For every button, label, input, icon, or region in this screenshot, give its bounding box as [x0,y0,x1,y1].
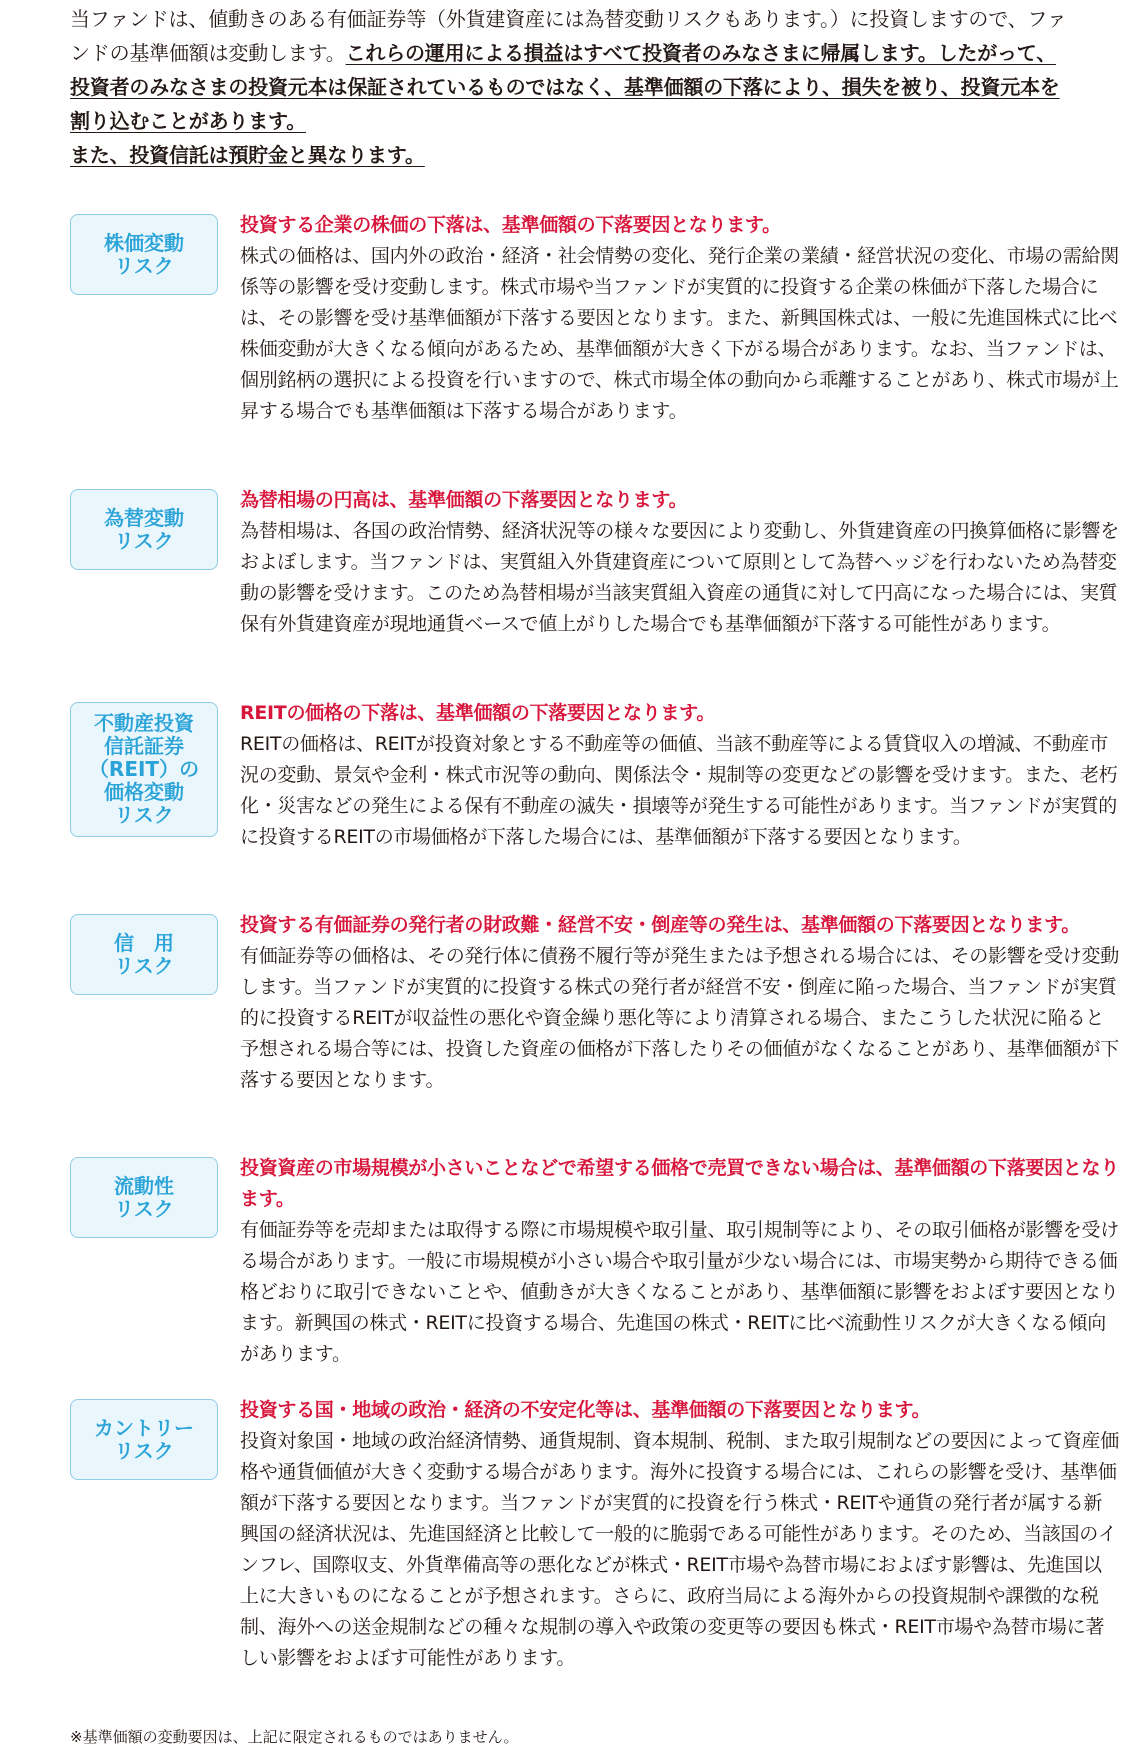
risk-body: 有価証券等を売却または取得する際に市場規模や取引量、取引規制等により、その取引価格が影響を受ける場合があります。一般に市場規模が小さい場合や取引量が少ない場合には、市場実勢から期待できる価格どおりに取引できないことや、値動きが大きくなることがあり、基準価額に影響をおよぼす要因となります。新興国の株式・REITに投資する場合、先進国の株式・REITに比べ流動性リスクが大きくなる傾向があります。 [240,1219,1119,1365]
intro-emphasis-text: これらの運用による損益はすべて投資者のみなさまに帰属します。したがって、投資者のみなさまの投資元本は保証されているものではなく、基準価額の下落により、損失を被り、投資元本を割り込むことがあります。 [70,41,1060,133]
risk-body: 有価証券等の価格は、その発行体に債務不履行等が発生または予想される場合には、その影響を受け変動します。当ファンドが実質的に投資する株式の発行者が経営不安・倒産に陥った場合、当ファンドが実質的に投資するREITが収益性の悪化や資金繰り悪化等により清算される場合、またこうした状況に陥ると予想される場合等には、投資した資産の価格が下落したりその価値がなくなることがあり、基準価額が下落する要因となります。 [240,945,1119,1091]
risk-content [240,910,1120,1096]
risk-body: 為替相場は、各国の政治情勢、経済状況等の様々な要因により変動し、外貨建資産の円換算価格に影響をおよぼします。当ファンドは、実質組入外貨建資産について原則として為替ヘッジを行わないため為替変動の影響を受けます。このため為替相場が当該実質組入資産の通貨に対して円高になった場合には、実質保有外貨建資産が現地通貨ベースで値上がりした場合でも基準価額が下落する可能性があります。 [240,520,1119,635]
risk-body: 投資対象国・地域の政治経済情勢、通貨規制、資本規制、税制、また取引規制などの要因によって資産価格や通貨価値が大きく変動する場合があります。海外に投資する場合には、これらの影響を受け、基準価額が下落する要因となります。当ファンドが実質的に投資を行う株式・REITや通貨の発行者が属する新興国の経済状況は、先進国経済と比較して一般的に脆弱である可能性があります。そのため、当該国のインフレ、国際収支、外貨準備高等の悪化などが株式・REIT市場や為替市場におよぼす影響は、先進国以上に大きいものになることが予想されます。さらに、政府当局による海外からの投資規制や課徴的な税制、海外への送金規制などの種々な規制の導入や政策の変更等の要因も株式・REIT市場や為替市場に著しい影響をおよぼす可能性があります。 [240,1430,1119,1669]
risk-content [240,485,1120,640]
risk-headline: REITの価格の下落は、基準価額の下落要因となります。 [240,702,716,724]
risk-label-badge: 不動産投資 信託証券 （REIT）の 価格変動 リスク [70,702,218,837]
risk-content [240,1395,1120,1674]
risk-body: REITの価格は、REITが投資対象とする不動産等の価値、当該不動産等による賃貸収入の増減、不動産市況の変動、景気や金利・株式市況等の動向、関係法令・規制等の変更などの影響を受けます。また、老朽化・災害などの発生による保有不動産の滅失・損壊等が発生する可能性があります。当ファンドが実質的に投資するREITの市場価格が下落した場合には、基準価額が下落する要因となります。 [240,733,1118,848]
risk-headline: 為替相場の円高は、基準価額の下落要因となります。 [240,489,688,511]
risk-headline: 投資する企業の株価の下落は、基準価額の下落要因となります。 [240,214,781,236]
risk-label-badge: 為替変動 リスク [70,489,218,570]
risk-label-badge: 株価変動 リスク [70,214,218,295]
intro-plain-text: 当ファンドは、値動きのある有価証券等（外貨建資産には為替変動リスクもあります。）に投資しますので、ファンドの基準価額は変動します。 [70,7,1067,65]
risk-body: 株式の価格は、国内外の政治・経済・社会情勢の変化、発行企業の業績・経営状況の変化、市場の需給関係等の影響を受け変動します。株式市場や当ファンドが実質的に投資する企業の株価が下落した場合には、その影響を受け基準価額が下落する要因となります。また、新興国株式は、一般に先進国株式に比べ株価変動が大きくなる傾向があるため、基準価額が大きく下がる場合があります。なお、当ファンドは、個別銘柄の選択による投資を行いますので、株式市場全体の動向から乖離することがあり、株式市場が上昇する場合でも基準価額は下落する場合があります。 [240,245,1119,422]
risk-headline: 投資資産の市場規模が小さいことなどで希望する価格で売買できない場合は、基準価額の下落要因となります。 [240,1157,1119,1210]
risk-headline: 投資する国・地域の政治・経済の不安定化等は、基準価額の下落要因となります。 [240,1399,931,1421]
risk-content [240,1153,1120,1370]
intro-deposit-note: また、投資信託は預貯金と異なります。 [70,143,425,167]
risk-content [240,210,1120,427]
risk-content [240,698,1120,853]
risk-label-badge: 流動性 リスク [70,1157,218,1238]
footnote: ※基準価額の変動要因は、上記に限定されるものではありません。 [70,1728,519,1746]
intro-paragraph [70,2,1070,172]
risk-headline: 投資する有価証券の発行者の財政難・経営不安・倒産等の発生は、基準価額の下落要因となります。 [240,914,1080,936]
risk-label-badge: カントリー リスク [70,1399,218,1480]
risk-label-badge: 信 用 リスク [70,914,218,995]
